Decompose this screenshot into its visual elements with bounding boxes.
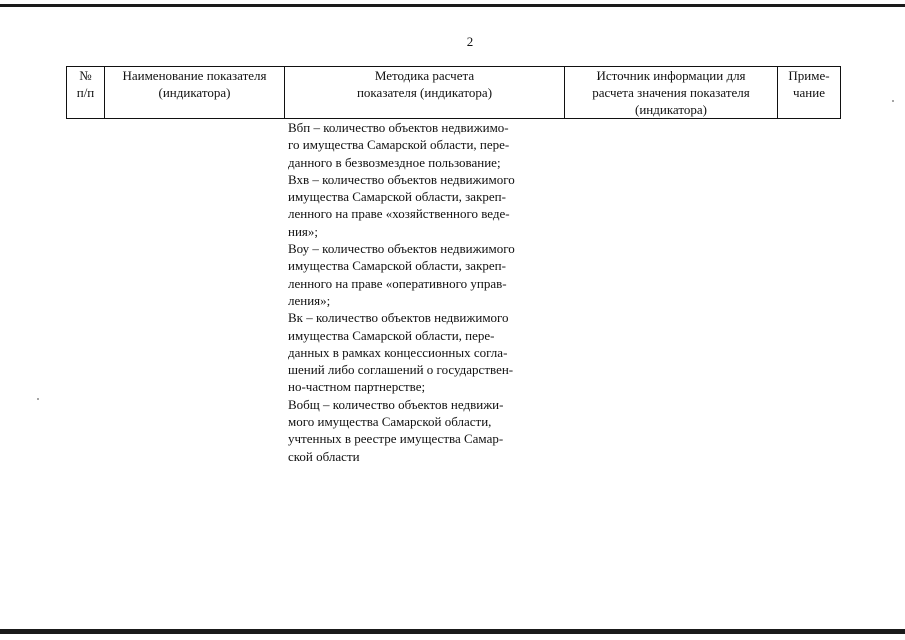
method-line: Воу – количество объектов недвижимого bbox=[288, 241, 515, 257]
methodology-text bbox=[288, 119, 557, 465]
method-line: ления»; bbox=[288, 292, 331, 308]
method-line: данного в безвозмездное пользование; bbox=[288, 154, 501, 170]
scan-border-bottom bbox=[0, 629, 905, 634]
header-cell-note bbox=[778, 67, 841, 119]
method-line: имущества Самарской области, пере- bbox=[288, 327, 495, 343]
scan-speck bbox=[37, 398, 39, 400]
header-cell-methodology bbox=[285, 67, 565, 119]
method-line: Вобщ – количество объектов недвижи- bbox=[288, 396, 504, 412]
method-line: шений либо соглашений о государствен- bbox=[288, 362, 514, 378]
method-line: Вк – количество объектов недвижимого bbox=[288, 310, 509, 326]
header-cell-source bbox=[565, 67, 778, 119]
method-line: но-частном партнерстве; bbox=[288, 379, 426, 395]
header-note-label: Приме- чание bbox=[788, 68, 830, 100]
header-source-label: Источник информации для расчета значения показателя (индикатора) bbox=[592, 68, 750, 117]
page-number: 2 bbox=[466, 34, 474, 49]
method-line: имущества Самарской области, закреп- bbox=[288, 258, 506, 274]
method-line: Вхв – количество объектов недвижимого bbox=[288, 171, 515, 187]
method-line: ленного на праве «хозяйственного веде- bbox=[288, 206, 510, 222]
method-line: Вбп – количество объектов недвижимо- bbox=[288, 120, 509, 135]
header-number-label: № п/п bbox=[76, 68, 95, 100]
method-line: мого имущества Самарской области, bbox=[288, 414, 492, 430]
scan-speck bbox=[892, 100, 894, 102]
method-line: ленного на праве «оперативного управ- bbox=[288, 275, 507, 291]
method-line: ния»; bbox=[288, 223, 319, 239]
header-cell-number bbox=[67, 67, 105, 119]
indicator-table-header bbox=[66, 66, 841, 119]
scan-border-top bbox=[0, 4, 905, 7]
method-line: данных в рамках концессионных согла- bbox=[288, 344, 508, 360]
header-methodology-label: Методика расчета показателя (индикатора) bbox=[356, 68, 493, 100]
table-header-row bbox=[67, 67, 841, 119]
header-cell-indicator-name bbox=[105, 67, 285, 119]
method-line: го имущества Самарской области, пере- bbox=[288, 137, 510, 153]
method-line: имущества Самарской области, закреп- bbox=[288, 189, 506, 205]
method-line: учтенных в реестре имущества Самар- bbox=[288, 431, 504, 447]
method-line: ской области bbox=[288, 448, 360, 464]
header-indicator-name-label: Наименование показателя (индикатора) bbox=[122, 68, 267, 100]
